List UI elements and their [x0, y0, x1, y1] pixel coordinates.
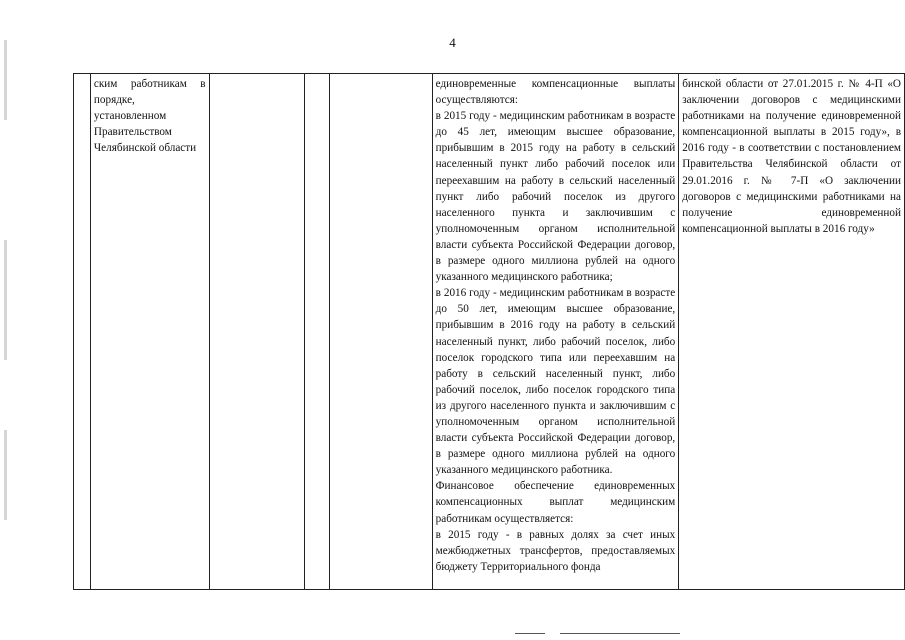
- paragraph: в 2015 году - медицинским работникам в возрасте до 45 лет, имеющим высшее образование, прибывшим в 2015 году на работу в сельский населенный пункт либо рабочий поселок или переехавшим на работу в сельский населенный пункт либо рабочий поселок из другого населенного пункта и заключившим с уполномоченным органом исполнительной власти субъекта Российской Федерации договор, в размере одного миллиона рублей на одного указанного медицинского работника;: [435, 110, 676, 284]
- scan-artifact: [4, 240, 7, 360]
- paragraph: единовременные компенсационные выплаты осуществляются:: [435, 78, 676, 107]
- table-cell-empty: [74, 74, 91, 590]
- paragraph: в 2016 году - медицинским работникам в возрасте до 50 лет, имеющим высшее образование, прибывшим в 2016 году на работу в сельский населенный пункт, либо рабочий поселок, либо поселок городского типа или переехавшим на работу в сельский населенный пункт, либо рабочий поселок, либо поселок городского типа из другого населенного пункта и заключившим с уполномоченным органом исполнительной власти субъекта Российской Федерации договор, в размере одного миллиона рублей на одного указанного медицинского работника.: [435, 287, 676, 477]
- scan-artifact: [4, 430, 7, 520]
- page-number: 4: [449, 35, 456, 50]
- table-cell-empty: [304, 74, 329, 590]
- table-cell-empty: [329, 74, 432, 590]
- cell-text: бинской области от 27.01.2015 г. № 4-П «О заключении договоров с медицинскими работниками на получение единовременной компенсационной выплаты в 2015 году», в 2016 году - в соответствии с постановлением Правительства Челябинской области от 29.01.2016 г. № 7-П «О заключении договоров с медицинскими работниками на получение единовременной компенсационной выплаты в 2016 году»: [682, 78, 901, 235]
- table-cell-empty: [209, 74, 304, 590]
- table-row: [74, 74, 905, 590]
- footer-rule: [560, 633, 680, 634]
- cell-text: ским работникам в порядке, установленном Правительством Челябинской области: [93, 78, 206, 155]
- document-table: [73, 73, 905, 590]
- table-cell-description: [432, 74, 679, 590]
- paragraph: в 2015 году - в равных долях за счет иных межбюджетных трансфертов, предоставляемых бюджету Территориального фонда: [435, 528, 676, 573]
- footer-rule: [515, 633, 545, 634]
- table-cell-legal-basis: [679, 74, 905, 590]
- table-cell-responsible: [90, 74, 209, 590]
- scan-artifact: [4, 40, 7, 120]
- paragraph: Финансовое обеспечение единовременных компенсационных выплат медицинским работникам осуществляется:: [435, 480, 676, 525]
